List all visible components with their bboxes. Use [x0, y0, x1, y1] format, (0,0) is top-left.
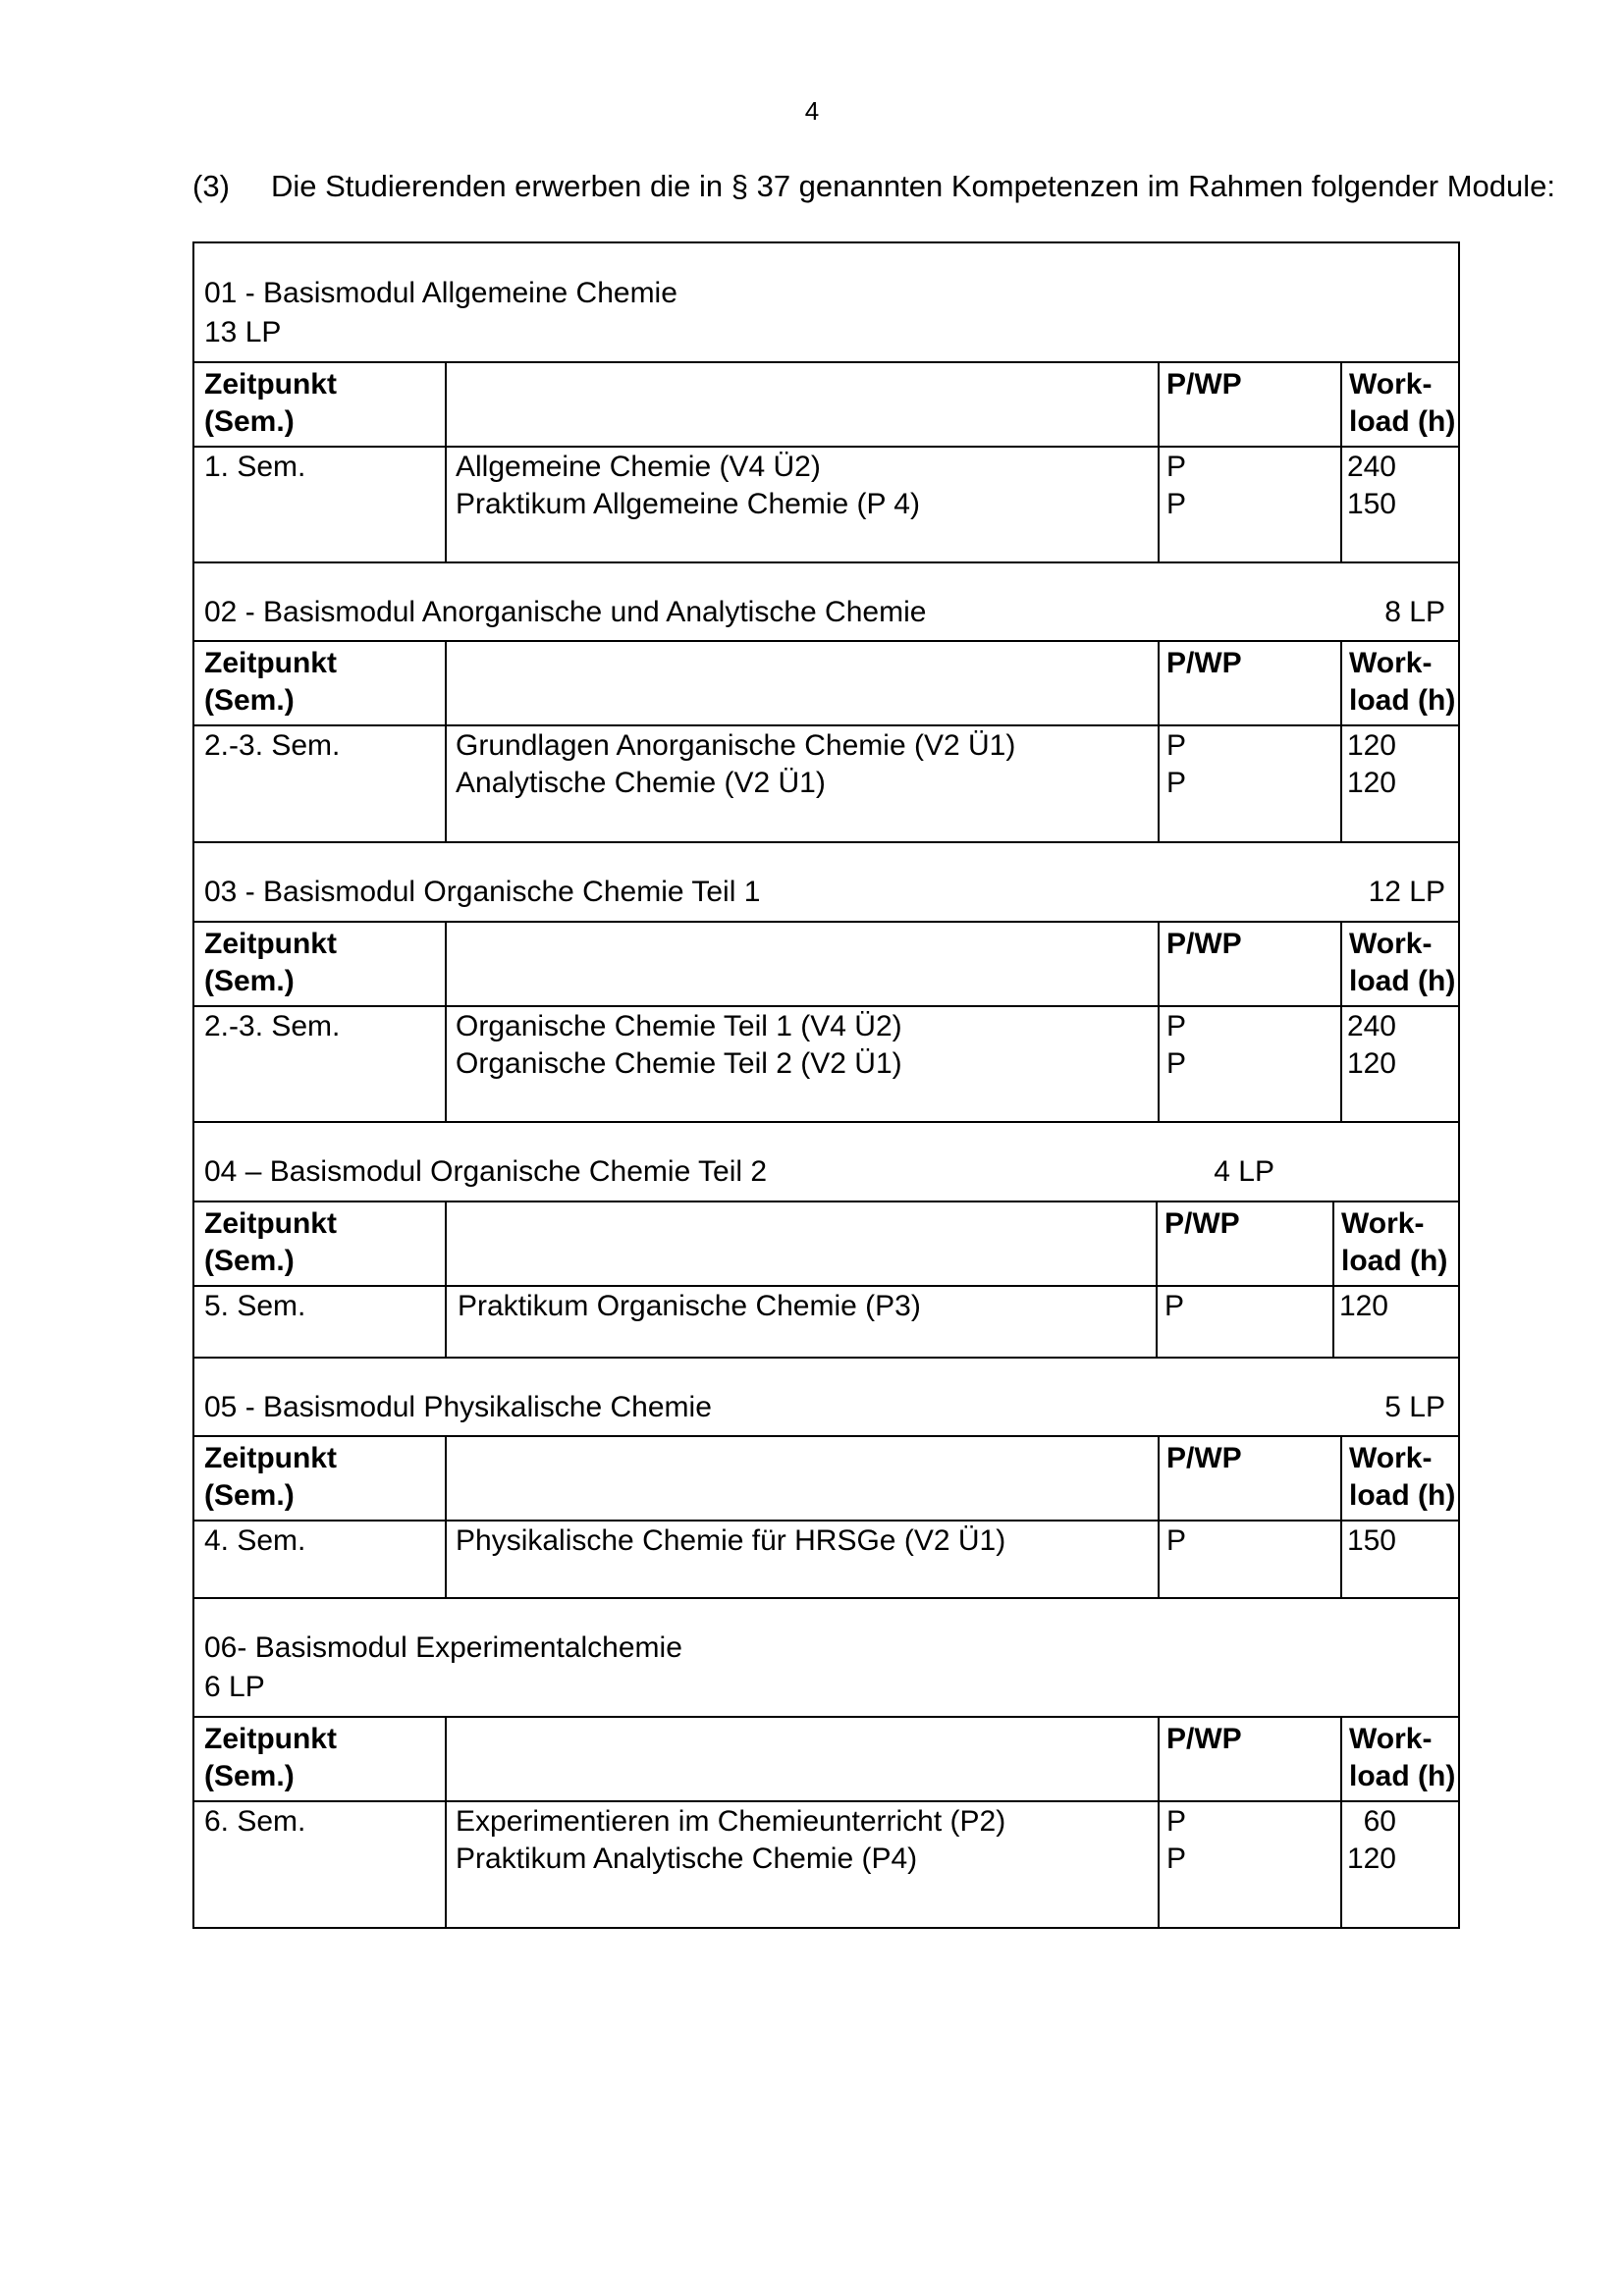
header-workload: Work-: [1349, 368, 1433, 400]
semester-cell: 2.-3. Sem.: [204, 729, 341, 762]
pwp-value: P: [1166, 488, 1187, 520]
module-table: [192, 241, 1460, 1929]
module-separator: [194, 841, 1458, 843]
pwp-value: P: [1166, 729, 1187, 762]
header-bottom-line: [194, 1520, 1458, 1522]
header-workload-h: load (h): [1349, 405, 1456, 438]
workload-value: 240: [1346, 1010, 1396, 1042]
header-zeitpunkt-sem: (Sem.): [204, 965, 295, 997]
header-top-line: [194, 361, 1458, 363]
header-zeitpunkt: Zeitpunkt: [204, 647, 337, 679]
pwp-value: P: [1166, 1010, 1187, 1042]
header-workload: Work-: [1349, 1723, 1433, 1755]
column-divider: [445, 922, 447, 1122]
pwp-value: P: [1166, 1805, 1187, 1838]
semester-cell: 4. Sem.: [204, 1524, 306, 1557]
module-separator: [194, 1597, 1458, 1599]
intro-paragraph: [192, 169, 1556, 204]
header-workload-h: load (h): [1349, 1479, 1456, 1512]
header-bottom-line: [194, 1800, 1458, 1802]
column-divider: [1340, 1436, 1342, 1598]
module-separator: [194, 561, 1458, 563]
column-divider: [445, 362, 447, 562]
course-name: Grundlagen Anorganische Chemie (V2 Ü1): [456, 729, 1016, 762]
module-title: 06- Basismodul Experimentalchemie: [204, 1631, 682, 1664]
header-top-line: [194, 1201, 1458, 1202]
header-workload: Work-: [1349, 1442, 1433, 1474]
module-lp: 6 LP: [204, 1671, 265, 1703]
header-bottom-line: [194, 1005, 1458, 1007]
workload-value: 150: [1346, 1524, 1396, 1557]
header-zeitpunkt-sem: (Sem.): [204, 1479, 295, 1512]
column-divider: [1158, 641, 1160, 842]
module-separator: [194, 1357, 1458, 1359]
column-divider: [1158, 1436, 1160, 1598]
pwp-value: P: [1166, 451, 1187, 483]
pwp-value: P: [1166, 1524, 1187, 1557]
header-zeitpunkt-sem: (Sem.): [204, 1245, 295, 1277]
column-divider: [445, 1436, 447, 1598]
header-pwp: P/WP: [1164, 1207, 1240, 1240]
module-lp: 13 LP: [204, 316, 282, 348]
column-divider: [445, 1717, 447, 1929]
course-name: Experimentieren im Chemieunterricht (P2): [456, 1805, 1006, 1838]
header-zeitpunkt: Zeitpunkt: [204, 1207, 337, 1240]
pwp-value: P: [1166, 1047, 1187, 1080]
pwp-value: P: [1166, 767, 1187, 799]
header-zeitpunkt-sem: (Sem.): [204, 405, 295, 438]
column-divider: [445, 1201, 447, 1358]
course-name: Praktikum Analytische Chemie (P4): [456, 1842, 918, 1875]
module-title: 02 - Basismodul Anorganische und Analytische Chemie: [204, 596, 927, 628]
semester-cell: 1. Sem.: [204, 451, 306, 483]
semester-cell: 5. Sem.: [204, 1290, 306, 1322]
workload-value: 120: [1338, 1290, 1388, 1322]
header-pwp: P/WP: [1166, 647, 1242, 679]
workload-value: 60: [1363, 1805, 1396, 1838]
page-number: 4: [804, 96, 820, 126]
column-divider: [1158, 1717, 1160, 1929]
header-workload-h: load (h): [1341, 1245, 1448, 1277]
module-title: 04 – Basismodul Organische Chemie Teil 2: [204, 1155, 768, 1188]
paragraph-number: (3): [192, 169, 230, 203]
header-zeitpunkt: Zeitpunkt: [204, 928, 337, 960]
header-pwp: P/WP: [1166, 368, 1242, 400]
course-name: Praktikum Organische Chemie (P3): [458, 1290, 921, 1322]
column-divider: [1332, 1201, 1334, 1358]
module-lp: 8 LP: [1384, 596, 1445, 628]
module-lp: 5 LP: [1384, 1391, 1445, 1423]
course-name: Praktikum Allgemeine Chemie (P 4): [456, 488, 920, 520]
column-divider: [1156, 1201, 1158, 1358]
intro-text: Die Studierenden erwerben die in § 37 genannten Kompetenzen im Rahmen folgender Module:: [271, 169, 1556, 203]
course-name: Analytische Chemie (V2 Ü1): [456, 767, 826, 799]
workload-value: 150: [1346, 488, 1396, 520]
module-lp: 4 LP: [1214, 1155, 1274, 1188]
column-divider: [445, 641, 447, 842]
workload-value: 120: [1346, 1842, 1396, 1875]
module-lp: 12 LP: [1368, 876, 1445, 908]
header-workload: Work-: [1349, 928, 1433, 960]
header-workload-h: load (h): [1349, 684, 1456, 717]
pwp-value: P: [1164, 1290, 1185, 1322]
module-title: 03 - Basismodul Organische Chemie Teil 1: [204, 876, 761, 908]
header-workload-h: load (h): [1349, 1760, 1456, 1792]
module-separator: [194, 1121, 1458, 1123]
header-zeitpunkt: Zeitpunkt: [204, 1442, 337, 1474]
header-pwp: P/WP: [1166, 1442, 1242, 1474]
module-title: 01 - Basismodul Allgemeine Chemie: [204, 277, 677, 309]
header-zeitpunkt: Zeitpunkt: [204, 1723, 337, 1755]
course-name: Organische Chemie Teil 2 (V2 Ü1): [456, 1047, 902, 1080]
course-name: Physikalische Chemie für HRSGe (V2 Ü1): [456, 1524, 1006, 1557]
column-divider: [1158, 922, 1160, 1122]
header-workload-h: load (h): [1349, 965, 1456, 997]
workload-value: 120: [1346, 729, 1396, 762]
header-top-line: [194, 1716, 1458, 1718]
header-top-line: [194, 921, 1458, 923]
header-zeitpunkt-sem: (Sem.): [204, 684, 295, 717]
header-bottom-line: [194, 724, 1458, 726]
pwp-value: P: [1166, 1842, 1187, 1875]
workload-value: 120: [1346, 767, 1396, 799]
header-bottom-line: [194, 446, 1458, 448]
course-name: Allgemeine Chemie (V4 Ü2): [456, 451, 821, 483]
header-top-line: [194, 640, 1458, 642]
semester-cell: 6. Sem.: [204, 1805, 306, 1838]
header-bottom-line: [194, 1285, 1458, 1287]
module-title: 05 - Basismodul Physikalische Chemie: [204, 1391, 712, 1423]
header-workload: Work-: [1349, 647, 1433, 679]
header-zeitpunkt-sem: (Sem.): [204, 1760, 295, 1792]
workload-value: 240: [1346, 451, 1396, 483]
workload-value: 120: [1346, 1047, 1396, 1080]
column-divider: [1158, 362, 1160, 562]
header-workload: Work-: [1341, 1207, 1425, 1240]
header-pwp: P/WP: [1166, 1723, 1242, 1755]
header-zeitpunkt: Zeitpunkt: [204, 368, 337, 400]
semester-cell: 2.-3. Sem.: [204, 1010, 341, 1042]
header-top-line: [194, 1435, 1458, 1437]
course-name: Organische Chemie Teil 1 (V4 Ü2): [456, 1010, 902, 1042]
header-pwp: P/WP: [1166, 928, 1242, 960]
